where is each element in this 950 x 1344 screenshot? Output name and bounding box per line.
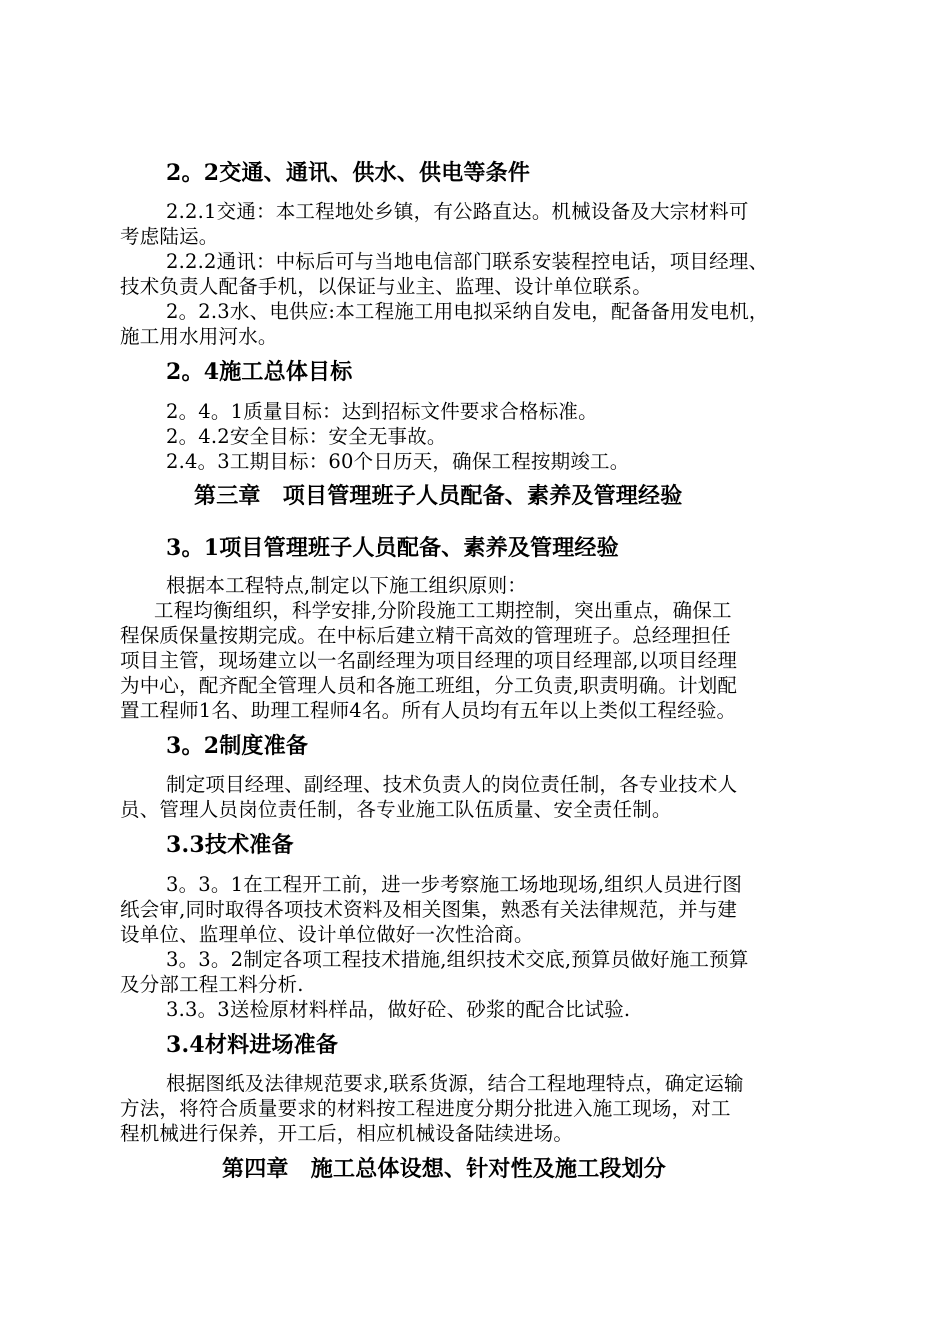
- paragraph-line: 2。4。1质量目标：达到招标文件要求合格标准。: [166, 400, 598, 423]
- paragraph-line: 为中心，配齐配全管理人员和各施工班组，分工负责,职责明确。计划配: [120, 674, 738, 697]
- paragraph-line: 2.2.1交通：本工程地处乡镇，有公路直达。机械设备及大宗材料可: [166, 200, 749, 223]
- paragraph-line: 工程均衡组织，科学安排,分阶段施工工期控制，突出重点，确保工: [154, 599, 732, 622]
- paragraph-line: 3。3。2制定各项工程技术措施,组织技术交底,预算员做好施工预算: [166, 948, 749, 971]
- paragraph-line: 考虑陆运。: [120, 225, 219, 248]
- paragraph-line: 方法，将符合质量要求的材料按工程进度分期分批进入施工现场，对工: [120, 1097, 731, 1120]
- paragraph-line: 根据本工程特点,制定以下施工组织原则：: [166, 574, 527, 597]
- paragraph-line: 根据图纸及法律规范要求,联系货源，结合工程地理特点，确定运输: [166, 1072, 744, 1095]
- paragraph-line: 2。2.3水、电供应:本工程施工用电拟采纳自发电，配备备用发电机，: [166, 300, 769, 323]
- section-heading-3-3: 3.3技术准备: [166, 832, 294, 858]
- paragraph-line: 设单位、监理单位、设计单位做好一次性洽商。: [120, 923, 534, 946]
- paragraph-line: 及分部工程工料分析.: [120, 973, 304, 996]
- chapter-title-4: 第四章 施工总体设想、针对性及施工段划分: [222, 1156, 667, 1182]
- paragraph-line: 3.3。3送检原材料样品，做好砼、砂浆的配合比试验.: [166, 998, 631, 1021]
- paragraph-line: 置工程师1名、助理工程师4名。所有人员均有五年以上类似工程经验。: [120, 699, 737, 722]
- paragraph-line: 施工用水用河水。: [120, 325, 278, 348]
- section-heading-3-1: 3。1项目管理班子人员配备、素养及管理经验: [166, 535, 619, 561]
- paragraph-line: 2。4.2安全目标：安全无事故。: [166, 425, 447, 448]
- paragraph-line: 3。3。1在工程开工前，进一步考察施工场地现场,组织人员进行图: [166, 873, 743, 896]
- section-heading-2-2: 2。2交通、通讯、供水、供电等条件: [166, 160, 531, 186]
- section-heading-3-2: 3。2制度准备: [166, 733, 309, 759]
- paragraph-line: 程保质保量按期完成。在中标后建立精干高效的管理班子。总经理担任: [120, 624, 731, 647]
- paragraph-line: 纸会审,同时取得各项技术资料及相关图集，熟悉有关法律规范，并与建: [120, 898, 738, 921]
- paragraph-line: 程机械进行保养，开工后，相应机械设备陆续进场。: [120, 1122, 574, 1145]
- paragraph-line: 制定项目经理、副经理、技术负责人的岗位责任制，各专业技术人: [166, 773, 738, 796]
- paragraph-line: 技术负责人配备手机，以保证与业主、监理、设计单位联系。: [120, 275, 652, 298]
- section-heading-3-4: 3.4材料进场准备: [166, 1032, 339, 1058]
- section-heading-2-4: 2。4施工总体目标: [166, 359, 353, 385]
- paragraph-line: 2.2.2通讯：中标后可与当地电信部门联系安装程控电话，项目经理、: [166, 250, 769, 273]
- paragraph-line: 2.4。3工期目标：60个日历天，确保工程按期竣工。: [166, 450, 630, 473]
- paragraph-line: 项目主管，现场建立以一名副经理为项目经理的项目经理部,以项目经理: [120, 649, 738, 672]
- chapter-title-3: 第三章 项目管理班子人员配备、素养及管理经验: [194, 483, 683, 509]
- paragraph-line: 员、管理人员岗位责任制，各专业施工队伍质量、安全责任制。: [120, 798, 672, 821]
